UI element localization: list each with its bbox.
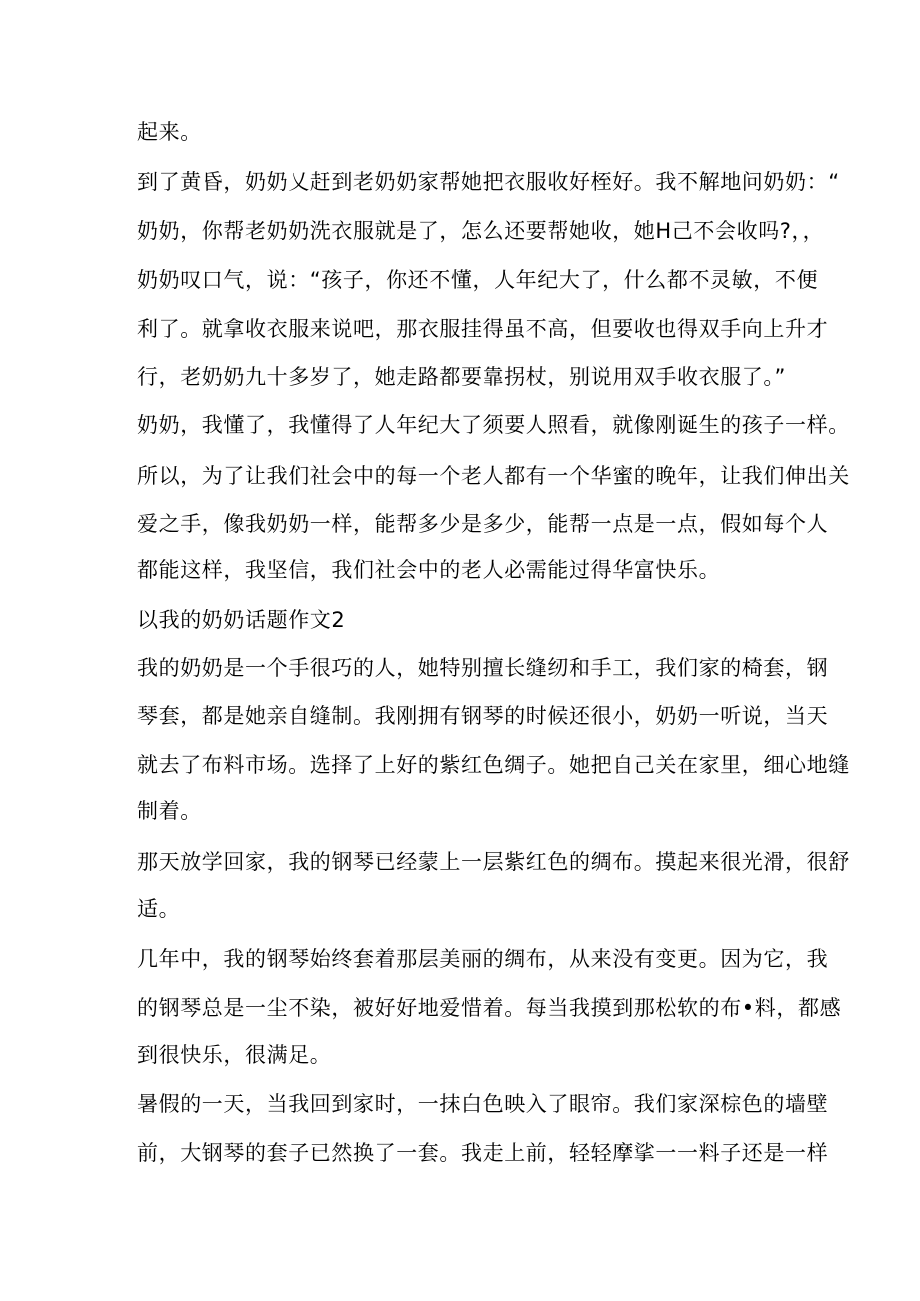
text-line: 到很快乐，很满足。 — [137, 1043, 332, 1067]
text-line: 几年中，我的钢琴始终套着那层美丽的绸布，从来没有变更。因为它，我 — [137, 947, 829, 971]
text-line: 起来。 — [137, 120, 202, 144]
text-line: 琴套，都是她亲自缝制。我刚拥有钢琴的时候还很小，奶奶一听说，当天 — [137, 704, 829, 728]
text-line: 暑假的一天，当我回到家时，一抹白色映入了眼帘。我们家深棕色的墙壁 — [137, 1092, 829, 1116]
text-line: 适。 — [137, 897, 181, 921]
text-line: 就去了布料市场。选择了上好的紫红色绸子。她把自己关在家里，细心地缝 — [137, 753, 850, 777]
text-line: 利了。就拿收衣服来说吧，那衣服挂得虽不高，但要收也得双手向上升才 — [137, 317, 829, 341]
text-line: 那天放学回家，我的钢琴已经蒙上一层紫红色的绸布。摸起来很光滑，很舒 — [137, 850, 850, 874]
text-line: 所以，为了让我们社会中的每一个老人都有一个华蜜的晚年，让我们伸出关 — [137, 464, 850, 488]
text-line: 都能这样，我坚信，我们社会中的老人必需能过得华富快乐。 — [137, 558, 721, 582]
text-line: 前，大钢琴的套子已然换了一套。我走上前，轻轻摩挲一一料子还是一样 — [137, 1141, 829, 1165]
text-line: 的钢琴总是一尘不染，被好好地爱惜着。每当我摸到那松软的布•料，都感 — [137, 996, 842, 1020]
text-line: 到了黄昏，奶奶乂赶到老奶奶家帮她把衣服收好桎好。我不解地问奶奶：“ — [137, 170, 840, 194]
section-heading: 以我的奶奶话题作文2 — [137, 608, 346, 632]
text-line: 爱之手，像我奶奶一样，能帮多少是多少，能帮一点是一点，假如每个人 — [137, 512, 829, 536]
text-line: 制着。 — [137, 799, 202, 823]
text-line: 我的奶奶是一个手很巧的人，她特别擅长缝纫和手工，我们家的椅套，钢 — [137, 656, 829, 680]
text-line: 奶奶，你帮老奶奶洗衣服就是了，怎么还要帮她收，她H己不会收吗?，， — [137, 219, 825, 243]
text-line: 奶奶叹口气，说：“孩子，你还不懂，人年纪大了，什么都不灵敏，不便 — [137, 268, 819, 292]
text-line: 奶奶，我懂了，我懂得了人年纪大了须要人照看，就像刚诞生的孩子一样。 — [137, 413, 850, 437]
text-line: 行，老奶奶九十多岁了，她走路都要靠拐杖，别说用双手收衣服了。” — [137, 365, 786, 389]
